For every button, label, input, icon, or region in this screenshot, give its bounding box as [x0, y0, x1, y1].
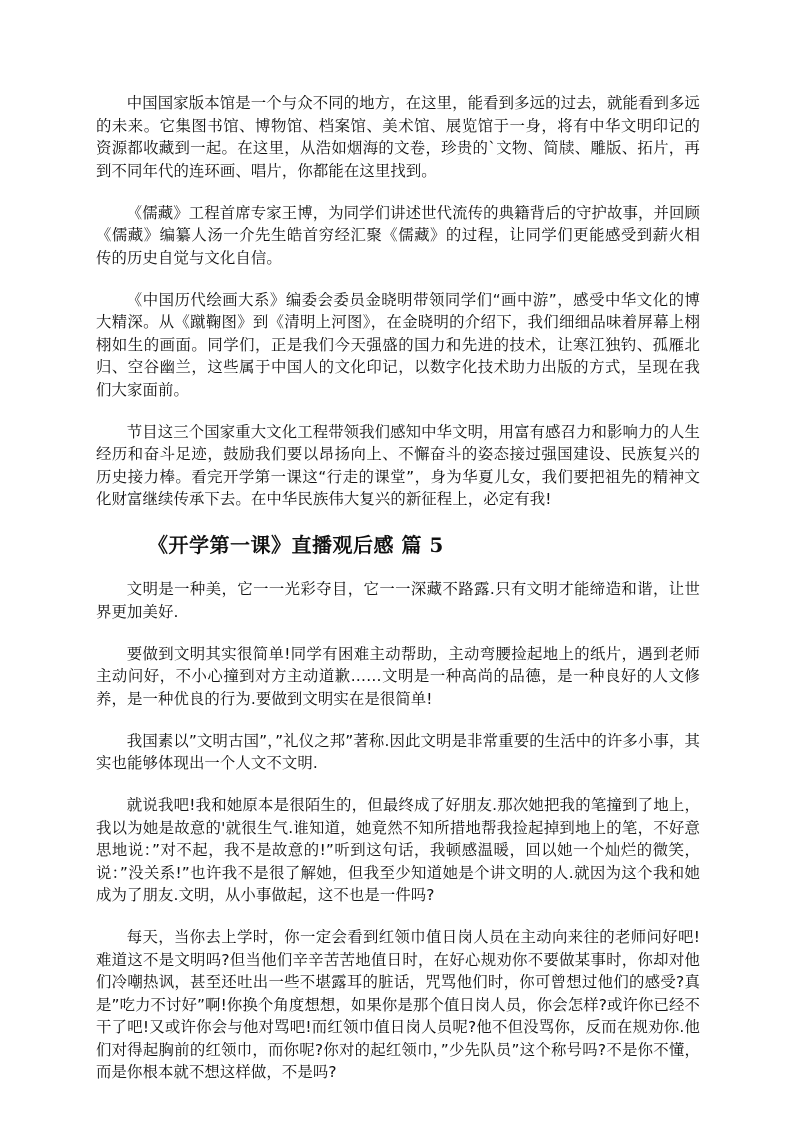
paragraph-national-archives: 中国国家版本馆是一个与众不同的地方，在这里，能看到多远的过去，就能看到多远的未来。它集图书馆、博物馆、档案馆、美术馆、展览馆于一身，将有中华文明印记的资源都收藏到一起。在这里，从浩如烟海的文卷，珍贵的`文物、简牍、雕版、拓片，再到不同年代的连环画、唱片，你都能在这里找到。	[96, 94, 700, 180]
section-title: 《开学第一课》直播观后感 篇 5	[148, 533, 444, 557]
paragraph-summary: 节目这三个国家重大文化工程带领我们感知中华文明，用富有感召力和影响力的人生经历和奋斗足迹，鼓励我们要以昂扬向上、不懈奋斗的姿态接过强国建设、民族复兴的历史接力棒。看完开学第一课这“行走的课堂”，身为华夏儿女，我们要把祖先的精神文化财富继续传承下去。在中华民族伟大复兴的新征程上，必定有我!	[96, 422, 700, 508]
document-page	[96, 92, 700, 1103]
paragraph-ruzang: 《儒藏》工程首席专家王博，为同学们讲述世代流传的典籍背后的守护故事，并回顾《儒藏》编纂人汤一介先生皓首穷经汇聚《儒藏》的过程，让同学们更能感受到薪火相传的历史自觉与文化自信。	[96, 203, 700, 267]
paragraph-ancient-civilization: 我国素以”文明古国”，”礼仪之邦”著称.因此文明是非常重要的生活中的许多小事，其实也能够体现出一个人文不文明.	[96, 731, 700, 772]
paragraph-painting-series: 《中国历代绘画大系》编委会委员金晓明带领同学们“画中游”，感受中华文化的博大精深。从《蹴鞠图》到《清明上河图》，在金晓明的介绍下，我们细细品味着屏幕上栩栩如生的画面。同学们，正是我们今天强盛的国力和先进的技术，让寒江独钓、孤雁北归、空谷幽兰，这些属于中国人的文化印记，以数字化技术助力出版的方式，呈现在我们大家面前。	[96, 290, 700, 399]
paragraph-civility-simple: 要做到文明其实很简单!同学有困难主动帮助，主动弯腰捡起地上的纸片，遇到老师主动问好，不小心撞到对方主动道歉……文明是一种高尚的品德，是一种良好的人文修养，是一种优良的行为.要做到文明实在是很简单!	[96, 644, 700, 708]
paragraph-civility-beauty: 文明是一种美，它一一光彩夺目，它一一深藏不路露.只有文明才能缔造和谐，让世界更加美好.	[96, 580, 700, 621]
paragraph-friend-story: 就说我吧!我和她原本是很陌生的，但最终成了好朋友.那次她把我的笔撞到了地上，我以为她是故意的'就很生气.谁知道，她竟然不知所措地帮我捡起掉到地上的笔，不好意思地说：”对不起，我不是故意的!”听到这句话，我顿感温暖，回以她一个灿烂的微笑，说：”没关系!”也许我不是很了解她，但我至少知道她是个讲文明的人.就因为这个我和她成为了朋友.文明，从小事做起，这不也是一件吗?	[96, 796, 700, 904]
paragraph-duty-students: 每天，当你去上学时，你一定会看到红领巾值日岗人员在主动向来往的老师问好吧!难道这不是文明吗?但当他们辛辛苦苦地值日时，在好心规劝你不要做某事时，你却对他们冷嘲热讽，甚至还吐出一些不堪露耳的脏话，咒骂他们时，你可曾想过他们的感受?真是”吃力不讨好”啊!你换个角度想想，如果你是那个值日岗人员，你会怎样?或许你已经不干了吧!又或许你会与他对骂吧!而红领巾值日岗人员呢?他不但没骂你，反而在规劝你.他们对得起胸前的红领巾，而你呢?你对的起红领巾，”少先队员”这个称号吗?不是你不懂，而是你根本就不想这样做，不是吗?	[96, 928, 700, 1081]
